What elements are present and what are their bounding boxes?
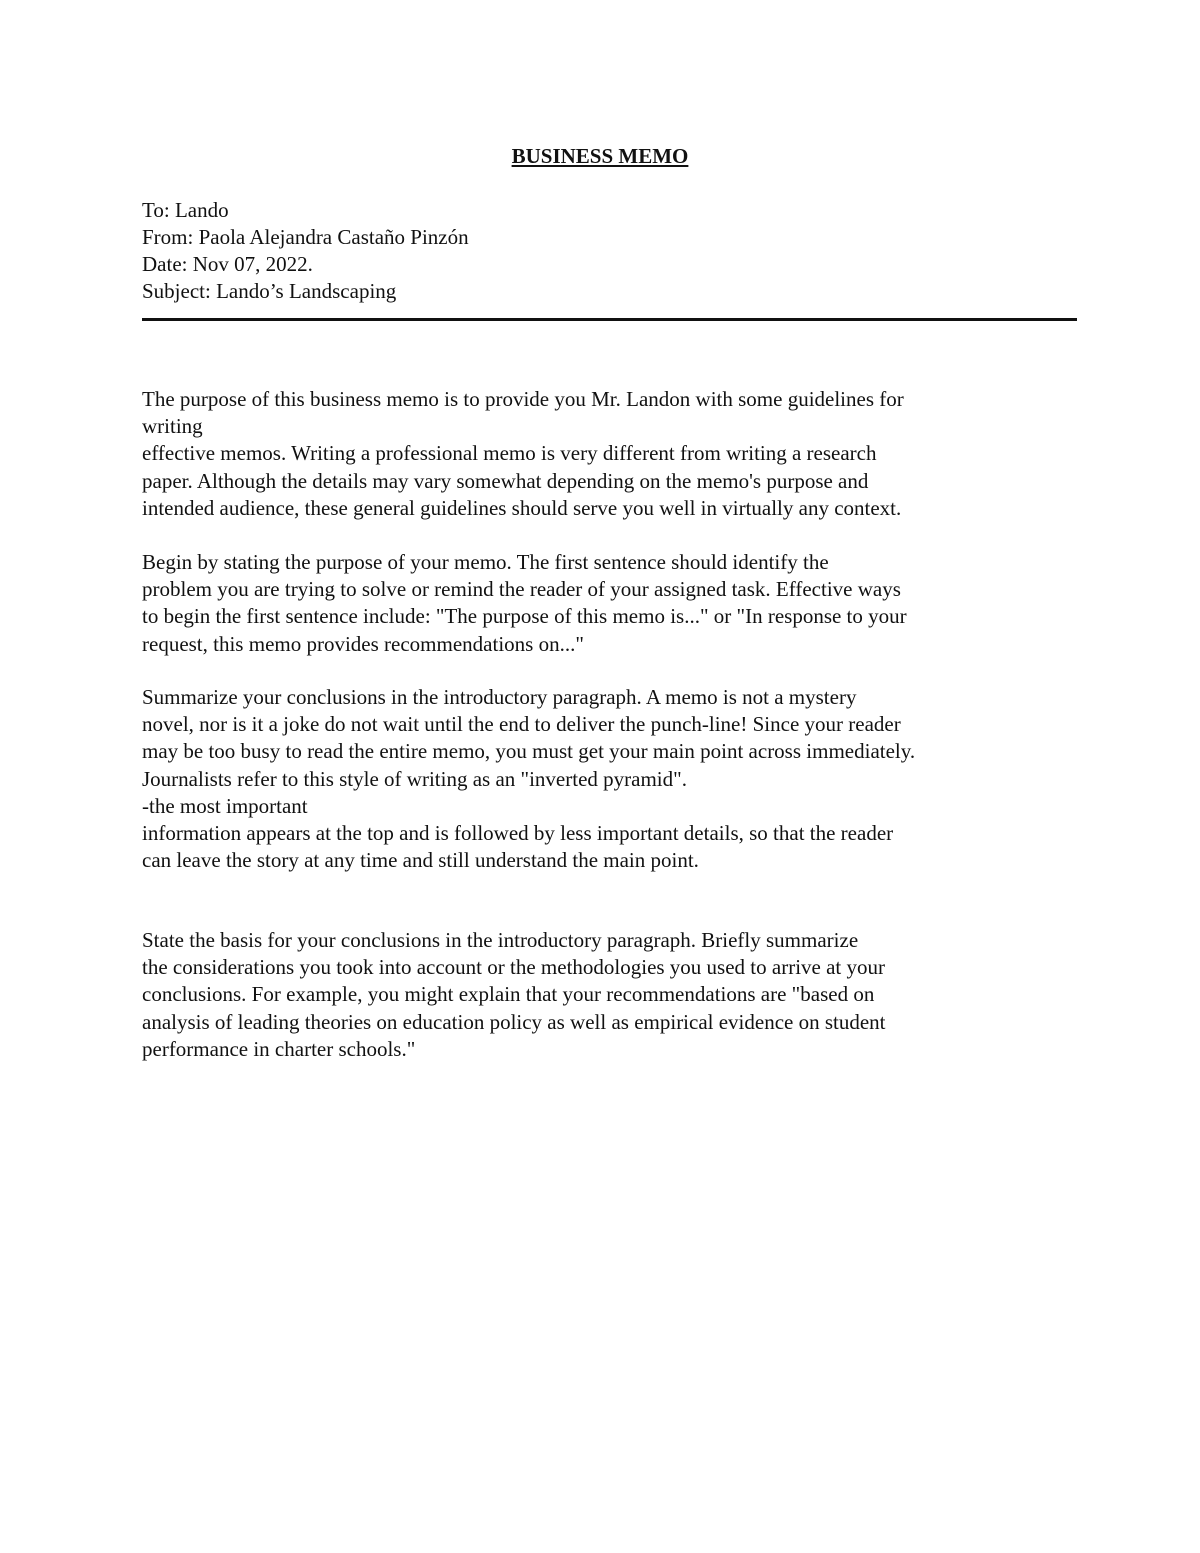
paragraph-begin: [142, 549, 1042, 658]
paragraph-purpose: [142, 386, 1042, 522]
memo-date: Date: Nov 07, 2022.: [142, 252, 313, 276]
paragraph-line: the considerations you took into account or the methodologies you used to arrive at your: [142, 955, 885, 980]
memo-from: From: Paola Alejandra Castaño Pinzón: [142, 225, 469, 249]
memo-to: To: Lando: [142, 198, 229, 222]
paragraph-line: intended audience, these general guidelines should serve you well in virtually any context.: [142, 495, 902, 520]
paragraph-line: request, this memo provides recommendations on...": [142, 631, 584, 656]
memo-title: BUSINESS MEMO: [511, 144, 689, 168]
paragraph-line: The purpose of this business memo is to provide you Mr. Landon with some guidelines for: [142, 387, 904, 411]
paragraph-summarize: [142, 684, 1042, 874]
paragraph-line: to begin the first sentence include: "The purpose of this memo is..." or "In response to your: [142, 604, 907, 629]
paragraph-line: information appears at the top and is followed by less important details, so that the reader: [142, 821, 894, 846]
memo-subject: Subject: Lando’s Landscaping: [142, 279, 397, 303]
paragraph-line: may be too busy to read the entire memo, you must get your main point across immediately.: [142, 739, 916, 764]
header-divider: [142, 318, 1077, 321]
paragraph-line: Begin by stating the purpose of your memo. The first sentence should identify the: [142, 550, 829, 574]
paragraph-line: Journalists refer to this style of writing as an "inverted pyramid".: [142, 766, 687, 791]
paragraph-line: conclusions. For example, you might explain that your recommendations are "based on: [142, 982, 875, 1007]
paragraph-basis: [142, 927, 1042, 1063]
paragraph-line: problem you are trying to solve or remind the reader of your assigned task. Effective ways: [142, 577, 901, 602]
paragraph-line: analysis of leading theories on education policy as well as empirical evidence on student: [142, 1009, 886, 1034]
paragraph-line: effective memos. Writing a professional memo is very different from writing a research: [142, 441, 877, 466]
memo-header: [142, 197, 1082, 305]
paragraph-line: can leave the story at any time and still understand the main point.: [142, 848, 699, 873]
paragraph-line: novel, nor is it a joke do not wait until the end to deliver the punch-line! Since your reader: [142, 712, 901, 737]
paragraph-line: writing: [142, 414, 203, 439]
paragraph-line: performance in charter schools.": [142, 1036, 416, 1061]
paragraph-line: State the basis for your conclusions in the introductory paragraph. Briefly summarize: [142, 928, 859, 952]
paragraph-line: paper. Although the details may vary somewhat depending on the memo's purpose and: [142, 468, 869, 493]
paragraph-line: -the most important: [142, 793, 308, 818]
paragraph-line: Summarize your conclusions in the introductory paragraph. A memo is not a mystery: [142, 685, 857, 709]
